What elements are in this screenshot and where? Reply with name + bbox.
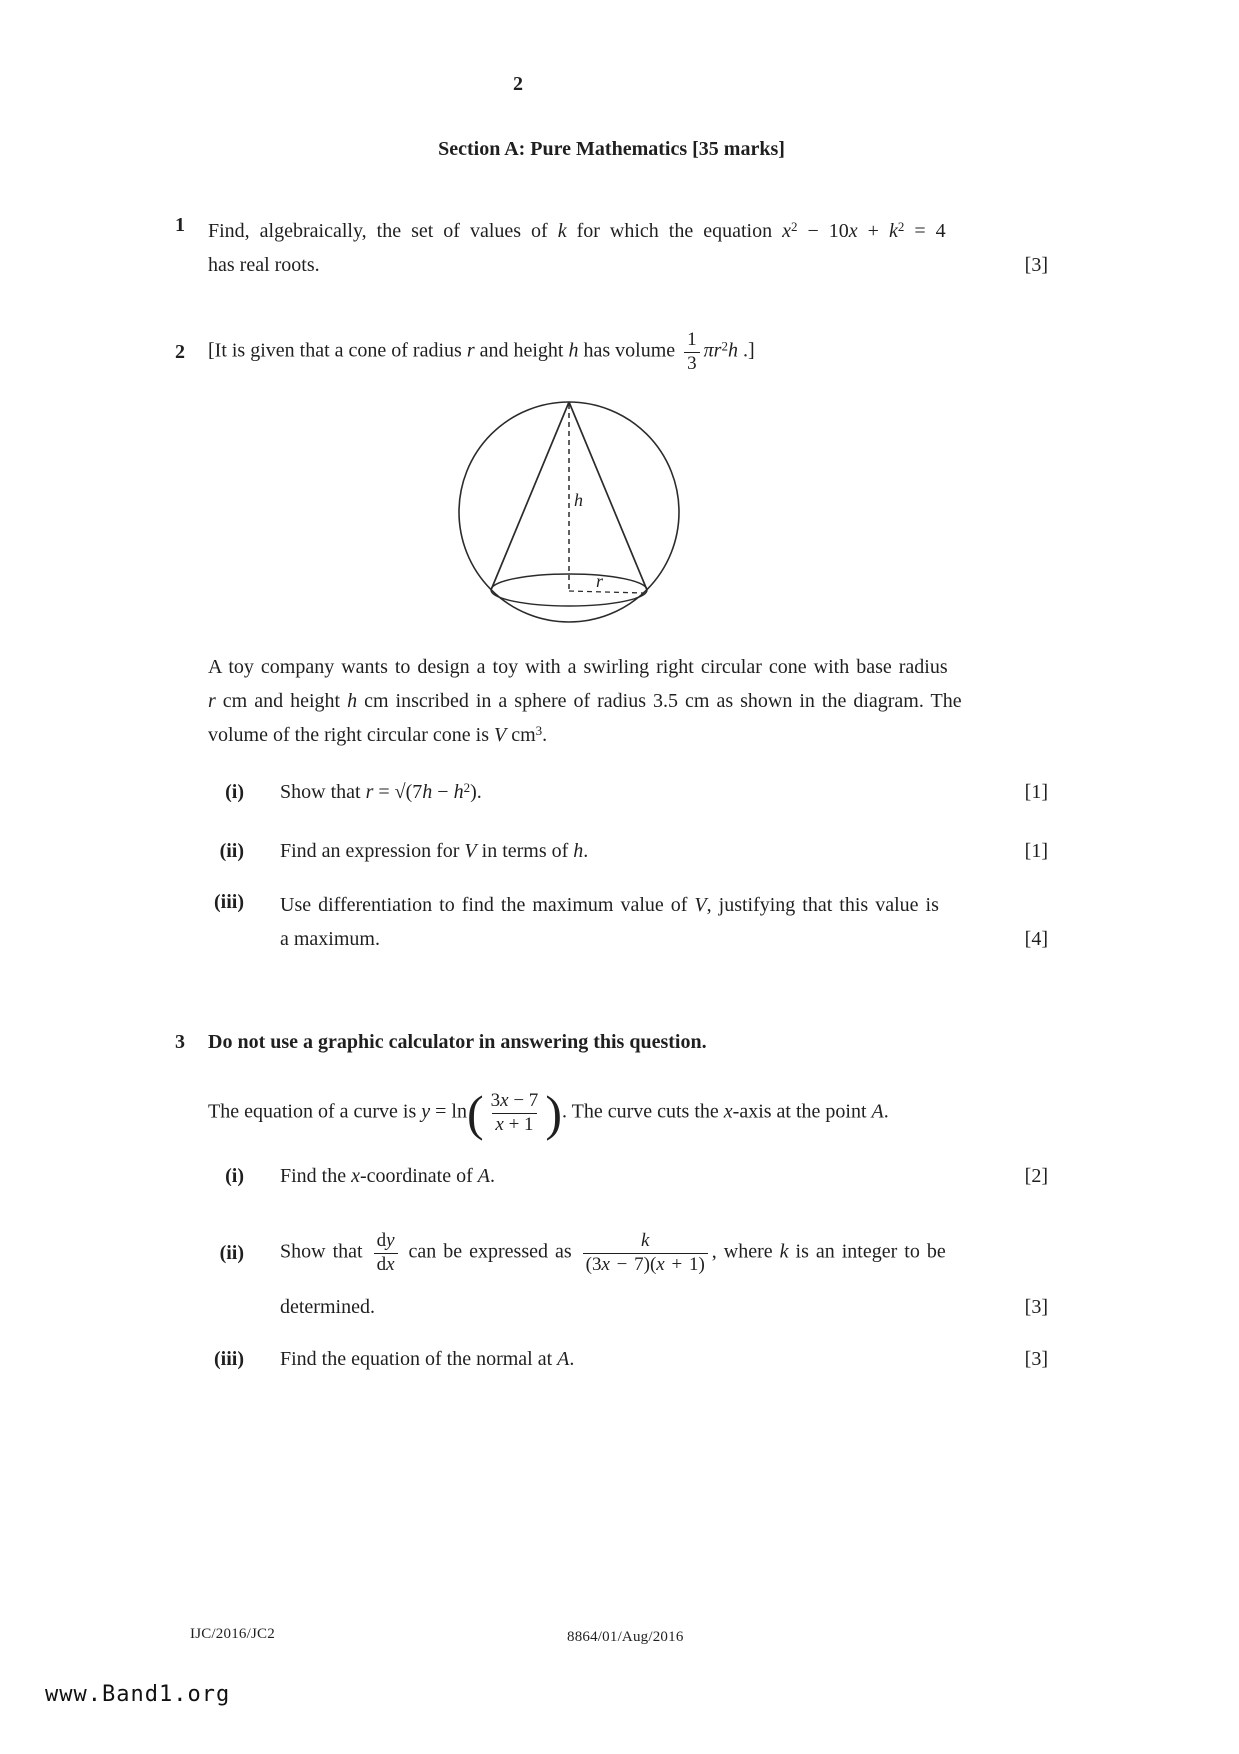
radius-label: r: [596, 571, 604, 591]
section-heading: Section A: Pure Mathematics [35 marks]: [438, 138, 785, 160]
item-text-line1: Use differentiation to find the maximum value of V, justifying that this value is: [280, 894, 939, 916]
height-label: h: [574, 490, 583, 510]
question-1-number: 1: [175, 214, 185, 236]
question-1: [175, 214, 1048, 282]
item-mark: [2]: [1024, 1165, 1048, 1187]
item-label: (i): [225, 781, 244, 803]
question-2-paragraph-line1: A toy company wants to design a toy with a swirling right circular cone with base radius: [208, 656, 948, 678]
item-text: Find the x-coordinate of A.: [280, 1165, 495, 1187]
watermark-url: www.Band1.org: [45, 1682, 231, 1707]
question-2-paragraph-line2: r cm and height h cm inscribed in a sphere of radius 3.5 cm as shown in the diagram. The: [208, 690, 962, 712]
footer-paper-code-center: 8864/01/Aug/2016: [567, 1629, 684, 1645]
question-3-item-i: [208, 1162, 1048, 1190]
question-1-line1: Find, algebraically, the set of values of k for which the equation $x^2 - 10x + k^2 = 4$: [208, 219, 946, 242]
question-2-number: 2: [175, 340, 185, 363]
item-mark: [3]: [1024, 1296, 1048, 1318]
item-text: Find an expression for V in terms of h.: [280, 840, 589, 862]
footer-paper-code-left: IJC/2016/JC2: [190, 1626, 275, 1642]
question-2-paragraph-line3: volume of the right circular cone is V $cm^3$.: [208, 723, 548, 746]
question-3-intro-text: The equation of a curve is y = ln( $\frac{3x - 7}{x + 1}$ ). The curve cuts the x-axis at the point A.: [208, 1085, 889, 1141]
question-3-item-ii: [208, 1225, 1048, 1281]
item-label: (ii): [219, 840, 244, 862]
item-label: (i): [225, 1165, 244, 1187]
question-1-mark: [3]: [1024, 254, 1048, 276]
item-label: (ii): [219, 1242, 244, 1264]
item-mark: [3]: [1024, 1348, 1048, 1370]
cone-in-sphere-diagram: [450, 388, 700, 643]
question-3-intro: [208, 1085, 1048, 1141]
question-2-item-iii: [208, 888, 1048, 956]
question-3: [175, 1031, 1048, 1054]
question-2-intro-text: [It is given that a cone of radius r and height h has volume $\frac{1}{3}$ $\pi r^2h$ .]: [208, 329, 755, 374]
question-3-item-ii-line2: [280, 1293, 1048, 1321]
item-text-line1: Show that $\frac{dy}{dx}$ can be expressed as $\frac{k}{(3x - 7)(x + 1)}$ , where k is an integer to be: [280, 1230, 946, 1275]
item-mark: [4]: [1024, 928, 1048, 950]
question-2-item-ii: [208, 837, 1048, 865]
question-2-paragraph: [208, 650, 1048, 752]
question-2-intro: [175, 324, 1048, 380]
question-3-item-iii: [208, 1345, 1048, 1373]
question-3-title: Do not use a graphic calculator in answering this question.: [208, 1031, 707, 1053]
page-number: 2: [513, 73, 523, 95]
question-3-number: 3: [175, 1031, 185, 1053]
item-label: (iii): [214, 891, 244, 913]
item-mark: [1]: [1024, 840, 1048, 862]
question-1-line2: has real roots.: [208, 254, 320, 276]
item-mark: [1]: [1024, 781, 1048, 803]
item-text-line2: a maximum.: [280, 928, 380, 950]
radius-dashed-line: [569, 591, 643, 593]
item-label: (iii): [214, 1348, 244, 1370]
item-text-line2: determined.: [280, 1296, 375, 1318]
item-text: Show that $r = √(7h - h^2)$.: [280, 780, 482, 803]
item-text: Find the equation of the normal at A.: [280, 1348, 575, 1370]
question-2-item-i: [208, 778, 1048, 806]
